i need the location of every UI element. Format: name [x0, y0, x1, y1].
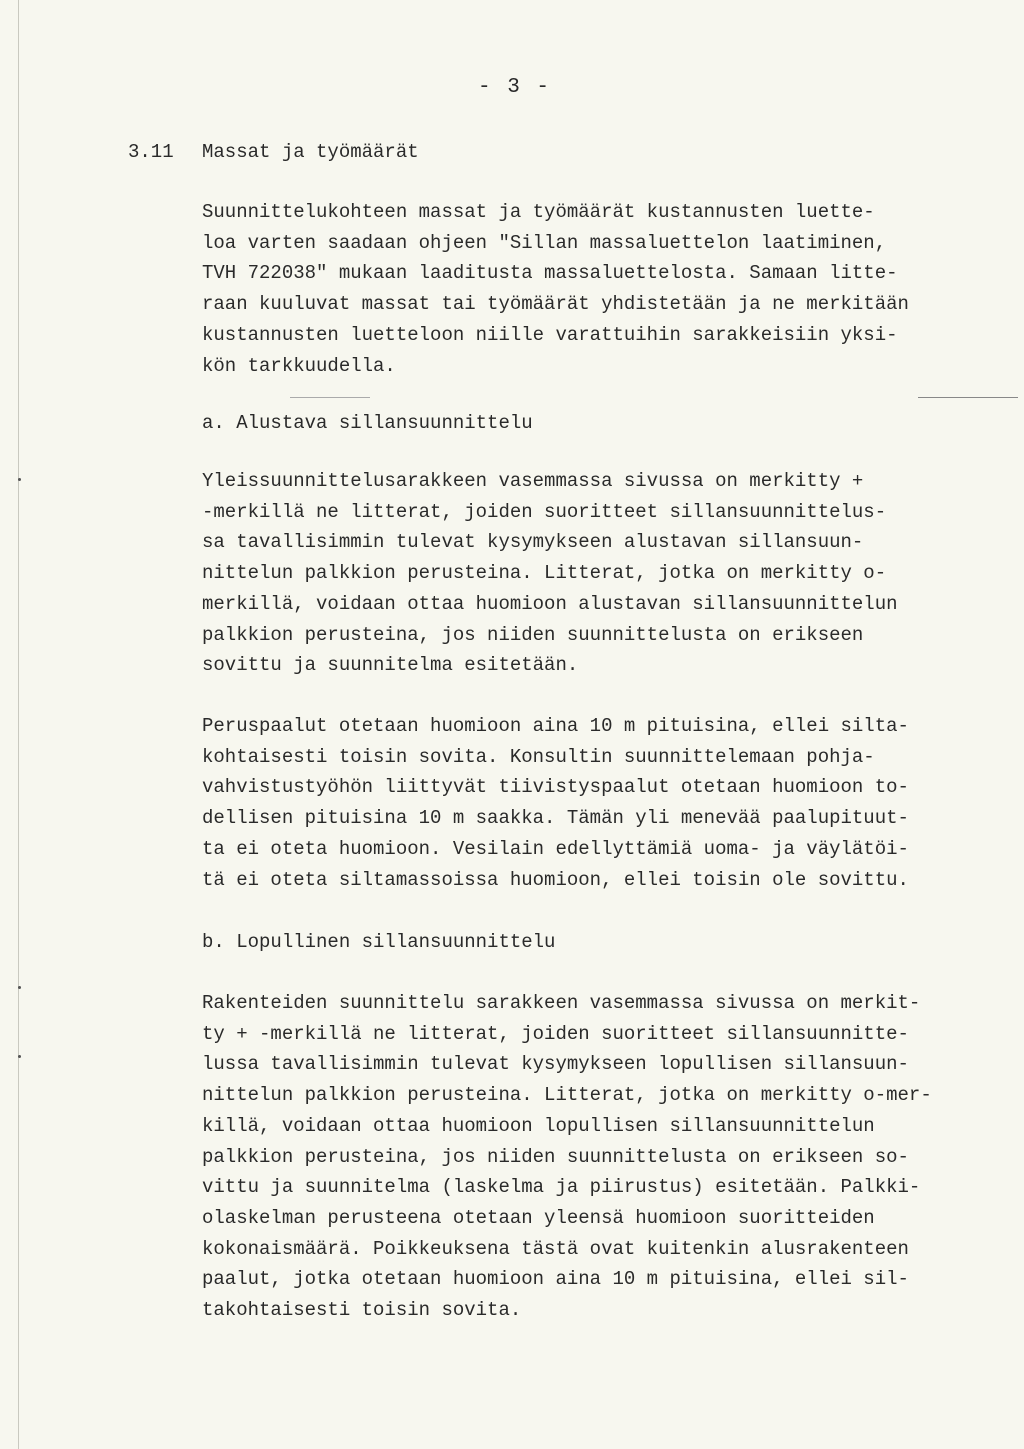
text-line: lussa tavallisimmin tulevat kysymykseen lopullisen sillansuun- [202, 1053, 909, 1076]
text-line: takohtaisesti toisin sovita. [202, 1299, 522, 1322]
scan-line-mark [918, 397, 1018, 398]
margin-mark [18, 986, 21, 989]
subsection-a-paragraph-2 [202, 711, 1002, 895]
text-line: olaskelman perusteena otetaan yleensä huomioon suoritteiden [202, 1206, 875, 1229]
text-line: vahvistustyöhön liittyvät tiivistyspaalut otetaan huomioon to- [202, 776, 909, 799]
text-line: nittelun palkkion perusteina. Litterat, jotka on merkitty o-mer- [202, 1084, 932, 1107]
text-line: killä, voidaan ottaa huomioon lopullisen sillansuunnittelun [202, 1114, 875, 1137]
intro-paragraph [202, 197, 1002, 381]
text-line: paalut, jotka otetaan huomioon aina 10 m pituisina, ellei sil- [202, 1268, 909, 1291]
text-line: nittelun palkkion perusteina. Litterat, jotka on merkitty o- [202, 562, 887, 585]
text-line: Peruspaalut otetaan huomioon aina 10 m pituisina, ellei silta- [202, 715, 909, 737]
text-line: kohtaisesti toisin sovita. Konsultin suunnittelemaan pohja- [202, 745, 875, 768]
text-line: palkkion perusteina, jos niiden suunnittelusta on erikseen so- [202, 1145, 909, 1168]
text-line: ta ei oteta huomioon. Vesilain edellyttämiä uoma- ja väylätöi- [202, 837, 909, 860]
text-line: ty + -merkillä ne litterat, joiden suoritteet sillansuunnitte- [202, 1022, 909, 1045]
page-number: - 3 - [478, 76, 552, 99]
subsection-a-heading: a. Alustava sillansuunnittelu [202, 412, 533, 434]
text-line: palkkion perusteina, jos niiden suunnittelusta on erikseen [202, 623, 864, 646]
text-line: merkillä, voidaan ottaa huomioon alustavan sillansuunnittelun [202, 592, 898, 615]
section-number: 3.11 [128, 141, 174, 163]
text-line: raan kuuluvat massat tai työmäärät yhdistetään ja ne merkitään [202, 293, 909, 316]
text-line: sa tavallisimmin tulevat kysymykseen alustavan sillansuun- [202, 531, 864, 554]
page-edge-line [18, 0, 19, 1449]
section-title: Massat ja työmäärät [202, 141, 419, 163]
margin-mark [18, 478, 21, 481]
text-line: -merkillä ne litterat, joiden suoritteet sillansuunnittelus- [202, 500, 887, 523]
text-line: sovittu ja suunnitelma esitetään. [202, 654, 579, 677]
text-line: Yleissuunnittelusarakkeen vasemmassa sivussa on merkitty + [202, 470, 864, 492]
text-line: kokonaismäärä. Poikkeuksena tästä ovat kuitenkin alusrakenteen [202, 1237, 909, 1260]
subsection-b-heading: b. Lopullinen sillansuunnittelu [202, 931, 556, 953]
subsection-b-paragraph-1 [202, 988, 1002, 1326]
text-line: kön tarkkuudella. [202, 354, 396, 377]
text-line: Rakenteiden suunnittelu sarakkeen vasemmassa sivussa on merkit- [202, 992, 921, 1014]
text-line: tä ei oteta siltamassoissa huomioon, ellei toisin ole sovittu. [202, 868, 909, 891]
text-line: dellisen pituisina 10 m saakka. Tämän yli menevää paalupituut- [202, 807, 909, 830]
text-line: TVH 722038" mukaan laaditusta massaluettelosta. Samaan litte- [202, 262, 898, 285]
text-line: loa varten saadaan ohjeen "Sillan massaluettelon laatiminen, [202, 231, 887, 254]
subsection-a-paragraph-1 [202, 466, 1002, 681]
margin-mark [18, 1055, 21, 1058]
scan-line-mark [290, 397, 370, 398]
text-line: Suunnittelukohteen massat ja työmäärät kustannusten luette- [202, 201, 875, 223]
text-line: vittu ja suunnitelma (laskelma ja piirustus) esitetään. Palkki- [202, 1176, 921, 1199]
text-line: kustannusten luetteloon niille varattuihin sarakkeisiin yksi- [202, 323, 898, 346]
